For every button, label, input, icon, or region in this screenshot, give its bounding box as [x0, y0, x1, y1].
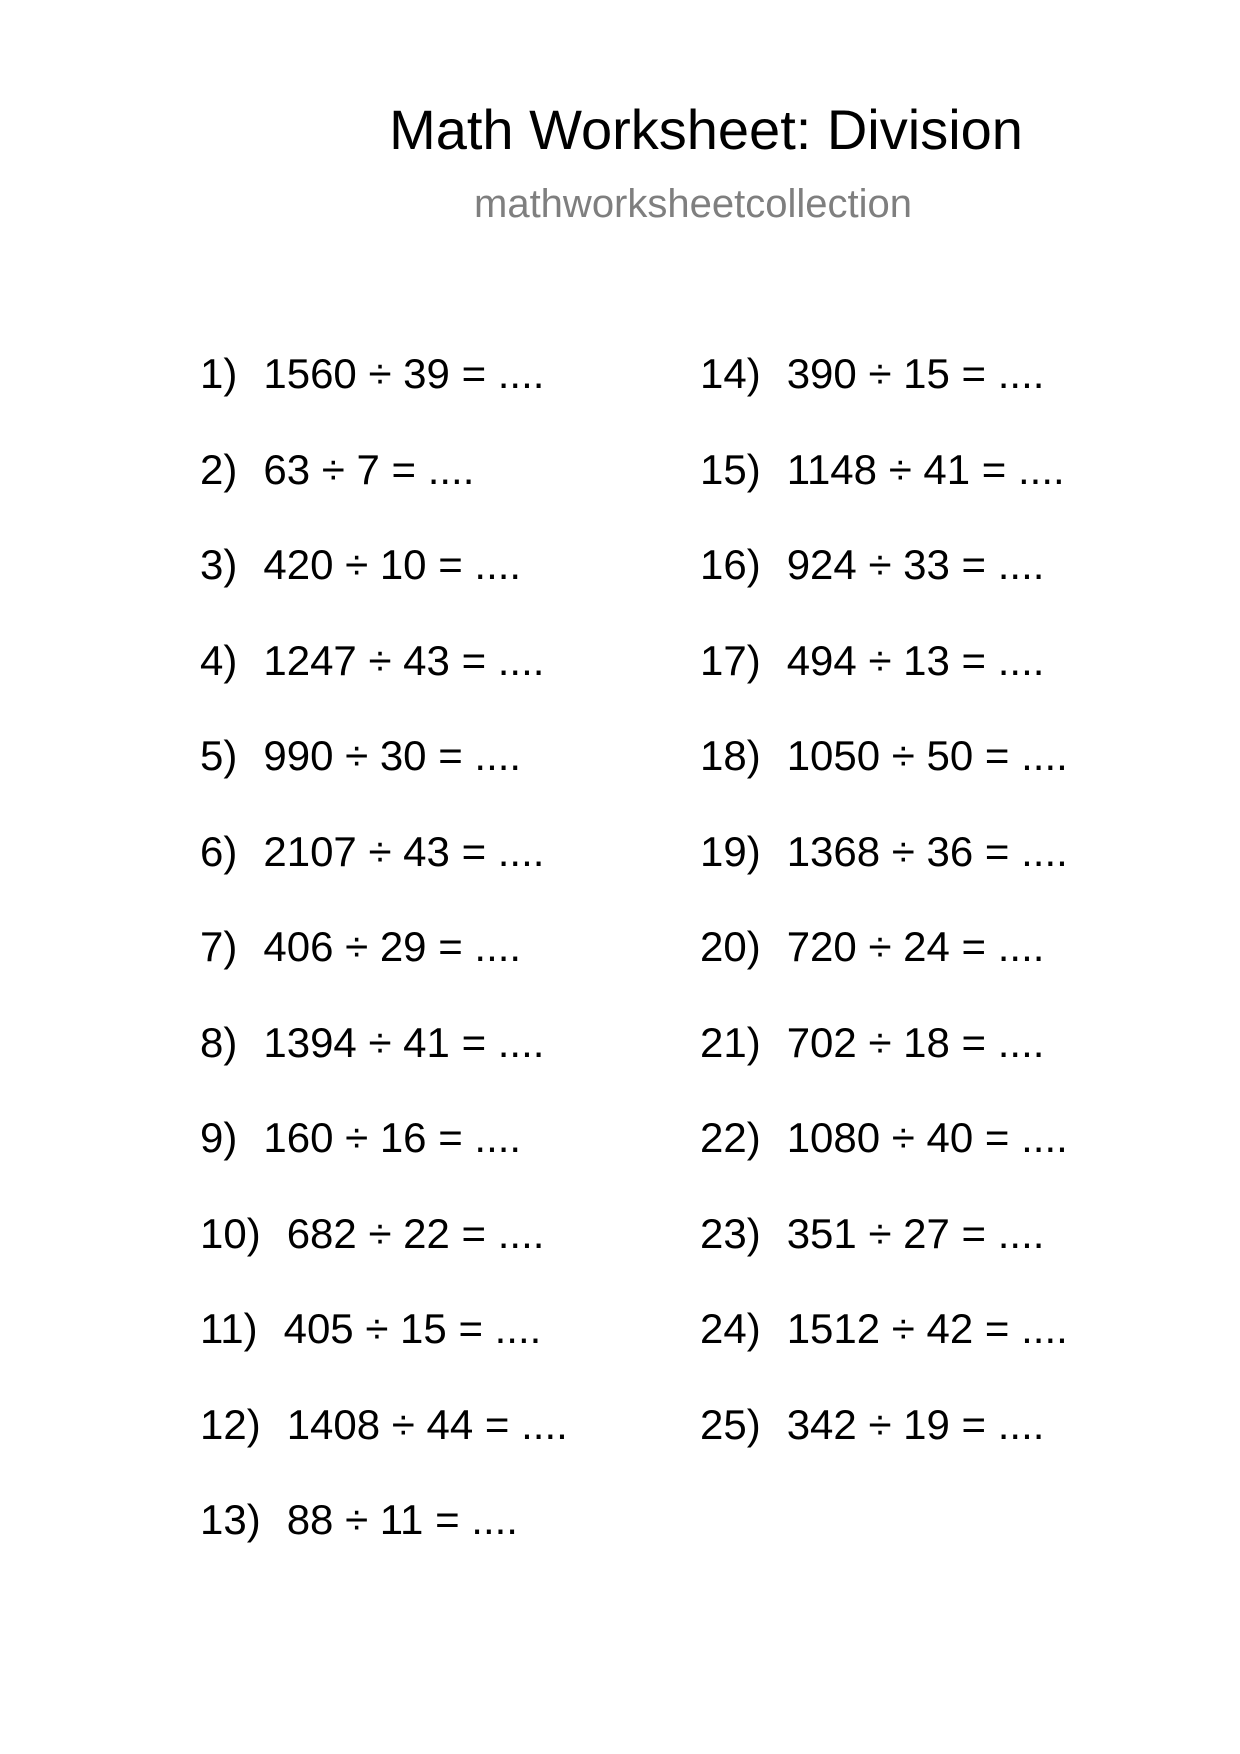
problem-list-right [700, 350, 1068, 1496]
problem-item [700, 1019, 1068, 1115]
problem-expression: 1560 ÷ 39 = .... [263, 350, 545, 397]
problem-item [700, 1305, 1068, 1401]
problem-expression: 990 ÷ 30 = .... [263, 732, 522, 779]
problem-number: 15) [700, 445, 761, 493]
problem-expression: 720 ÷ 24 = .... [786, 923, 1045, 970]
problem-number: 9) [200, 1114, 238, 1161]
problem-item [700, 637, 1068, 733]
problem-expression: 1080 ÷ 40 = .... [786, 1114, 1068, 1161]
problem-item [200, 350, 568, 446]
problem-expression: 1394 ÷ 41 = .... [263, 1018, 545, 1066]
problem-number: 4) [200, 636, 238, 684]
problem-expression: 1368 ÷ 36 = .... [786, 827, 1068, 875]
problem-item [200, 1305, 568, 1401]
problem-number: 16) [700, 541, 761, 588]
problem-number: 11) [200, 1305, 258, 1352]
problem-item [700, 828, 1068, 924]
problem-number: 2) [200, 445, 238, 493]
problem-item [700, 923, 1068, 1019]
worksheet-title: Math Worksheet: Division [389, 98, 1023, 161]
problem-expression: 88 ÷ 11 = .... [286, 1496, 518, 1543]
problem-number: 3) [200, 541, 238, 588]
problem-expression: 342 ÷ 19 = .... [786, 1400, 1045, 1448]
problem-number: 25) [700, 1400, 761, 1448]
problem-item [200, 637, 568, 733]
problem-number: 5) [200, 732, 238, 779]
problem-expression: 420 ÷ 10 = .... [263, 541, 522, 588]
problem-number: 17) [700, 636, 761, 684]
problem-number: 8) [200, 1018, 238, 1066]
problem-item [200, 732, 568, 828]
problem-item [700, 541, 1068, 637]
problem-expression: 1408 ÷ 44 = .... [286, 1400, 568, 1448]
problem-item [700, 1401, 1068, 1497]
problem-expression: 406 ÷ 29 = .... [263, 923, 522, 970]
problem-expression: 702 ÷ 18 = .... [786, 1018, 1045, 1066]
problem-expression: 494 ÷ 13 = .... [786, 636, 1045, 684]
problem-number: 12) [200, 1400, 261, 1448]
problem-item [200, 1019, 568, 1115]
problem-item [200, 446, 568, 542]
problem-expression: 2107 ÷ 43 = .... [263, 827, 545, 875]
problem-item [200, 1401, 568, 1497]
problem-expression: 924 ÷ 33 = .... [786, 541, 1045, 588]
problem-expression: 682 ÷ 22 = .... [286, 1209, 545, 1257]
problem-expression: 1148 ÷ 41 = .... [786, 445, 1065, 493]
problem-expression: 63 ÷ 7 = .... [263, 445, 475, 493]
problem-item [700, 350, 1068, 446]
problem-item [200, 1210, 568, 1306]
problem-expression: 160 ÷ 16 = .... [263, 1114, 522, 1161]
problem-expression: 351 ÷ 27 = .... [786, 1209, 1045, 1257]
problem-number: 1) [200, 350, 238, 397]
problem-item [700, 1114, 1068, 1210]
problem-item [200, 828, 568, 924]
problem-item [200, 1496, 568, 1592]
problem-number: 20) [700, 923, 761, 970]
problem-number: 19) [700, 827, 761, 875]
problem-expression: 1050 ÷ 50 = .... [786, 732, 1068, 779]
problem-item [700, 1210, 1068, 1306]
problem-number: 21) [700, 1018, 761, 1066]
problem-item [200, 541, 568, 637]
problem-number: 10) [200, 1209, 261, 1257]
problem-number: 24) [700, 1305, 761, 1352]
problem-number: 23) [700, 1209, 761, 1257]
problem-expression: 1247 ÷ 43 = .... [263, 636, 545, 684]
problem-expression: 390 ÷ 15 = .... [786, 350, 1045, 397]
worksheet-source: mathworksheetcollection [474, 182, 912, 226]
problem-item [200, 1114, 568, 1210]
problem-item [700, 446, 1068, 542]
problem-number: 18) [700, 732, 761, 779]
problem-number: 13) [200, 1496, 261, 1543]
problem-expression: 1512 ÷ 42 = .... [786, 1305, 1068, 1352]
problem-item [200, 923, 568, 1019]
problem-number: 14) [700, 350, 761, 397]
problem-number: 22) [700, 1114, 761, 1161]
problem-expression: 405 ÷ 15 = .... [283, 1305, 542, 1352]
problem-number: 6) [200, 827, 238, 875]
problem-number: 7) [200, 923, 238, 970]
problem-item [700, 732, 1068, 828]
problem-list-left [200, 350, 568, 1592]
